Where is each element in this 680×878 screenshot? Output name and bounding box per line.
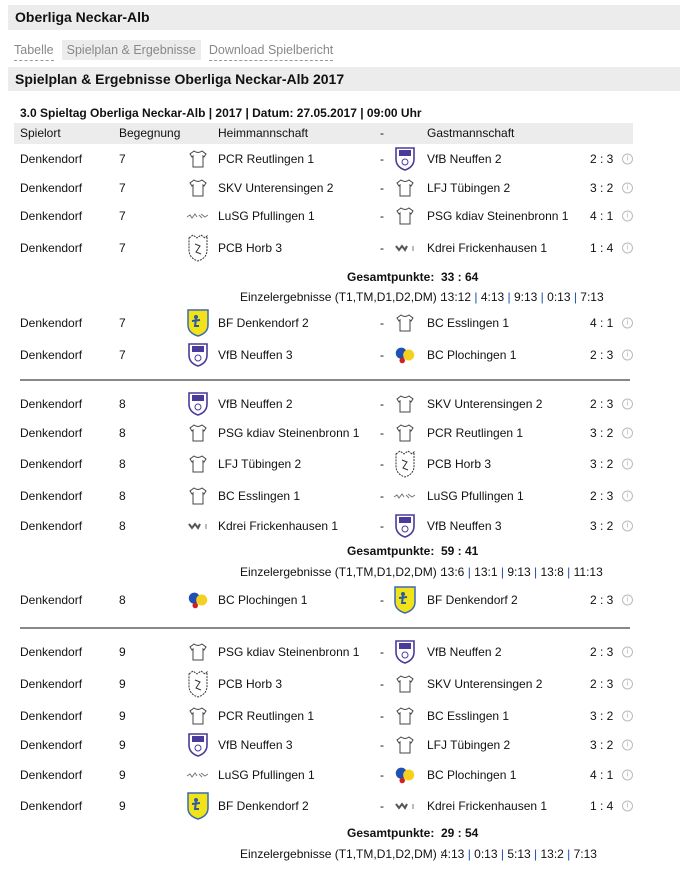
begegnung: 9 [119, 709, 126, 723]
home-team[interactable]: BF Denkendorf 2 [218, 316, 309, 330]
gesamt-value: 29 : 54 [441, 826, 479, 840]
kdrei-logo-icon [186, 513, 210, 539]
einzel-values [441, 565, 603, 579]
info-icon[interactable]: i [622, 211, 633, 222]
away-team[interactable]: VfB Neuffen 2 [427, 645, 502, 659]
bf-shield-icon [186, 793, 210, 819]
einzel-value: 0:13 [547, 290, 571, 304]
home-team[interactable]: BC Plochingen 1 [218, 593, 308, 607]
separator: | [471, 290, 481, 304]
score: 3 : 2 [590, 519, 614, 533]
home-team[interactable]: Kdrei Frickenhausen 1 [218, 519, 339, 533]
separator: | [504, 290, 514, 304]
lusg-logo-icon [186, 762, 210, 788]
score: 1 : 4 [590, 799, 614, 813]
info-icon[interactable]: i [622, 243, 633, 254]
match-row [0, 702, 680, 730]
dash: - [380, 316, 384, 330]
lusg-logo-icon [393, 483, 417, 509]
match-row [0, 666, 680, 702]
info-icon[interactable]: i [622, 459, 633, 470]
einzel-value: 5:13 [507, 847, 531, 861]
score: 4 : 1 [590, 209, 614, 223]
begegnung: 9 [119, 738, 126, 752]
balls-icon [393, 342, 417, 368]
info-icon[interactable]: i [622, 679, 633, 690]
begegnung: 7 [119, 316, 126, 330]
home-team[interactable]: LFJ Tübingen 2 [218, 457, 302, 471]
divider-line [20, 627, 630, 629]
dash: - [380, 738, 384, 752]
score: 2 : 3 [590, 645, 614, 659]
einzel-value: 9:13 [507, 565, 531, 579]
score: 4 : 1 [590, 316, 614, 330]
begegnung: 8 [119, 426, 126, 440]
home-team[interactable]: PSG kdiav Steinenbronn 1 [218, 645, 360, 659]
jersey-icon [393, 420, 417, 446]
match-row [0, 790, 680, 822]
tab-download-spielbericht[interactable]: Download Spielbericht [209, 40, 333, 61]
away-team[interactable]: PCB Horb 3 [427, 457, 492, 471]
score: 2 : 3 [590, 397, 614, 411]
dash: - [380, 489, 384, 503]
away-team[interactable]: VfB Neuffen 2 [427, 152, 502, 166]
match-row [0, 582, 680, 618]
home-team[interactable]: PCR Reutlingen 1 [218, 152, 315, 166]
spielort: Denkendorf [20, 152, 83, 166]
begegnung: 8 [119, 593, 126, 607]
separator: | [497, 565, 508, 579]
info-icon[interactable]: i [622, 183, 633, 194]
away-team[interactable]: Kdrei Frickenhausen 1 [427, 799, 548, 813]
vfb-shield-icon [393, 146, 417, 172]
begegnung: 7 [119, 152, 126, 166]
separator: | [530, 565, 541, 579]
begegnung: 8 [119, 519, 126, 533]
spielort: Denkendorf [20, 593, 83, 607]
col-heim: Heimmannschaft [218, 126, 309, 140]
einzel-value: 13:8 [540, 565, 564, 579]
spielort: Denkendorf [20, 181, 83, 195]
vfb-shield-icon [393, 513, 417, 539]
col-dash: - [380, 126, 384, 140]
match-row [0, 144, 680, 174]
dash: - [380, 241, 384, 255]
gesamtpunkte-row [0, 540, 680, 562]
away-team[interactable]: VfB Neuffen 3 [427, 519, 502, 533]
dash: - [380, 677, 384, 691]
jersey-icon [186, 483, 210, 509]
dash: - [380, 768, 384, 782]
spielort: Denkendorf [20, 768, 83, 782]
away-team[interactable]: SKV Unterensingen 2 [427, 397, 543, 411]
tab-spielplan[interactable]: Spielplan & Ergebnisse [62, 40, 201, 60]
dash: - [380, 593, 384, 607]
score: 3 : 2 [590, 738, 614, 752]
vfb-shield-icon [393, 639, 417, 665]
info-icon[interactable]: i [622, 647, 633, 658]
gesamt-value: 59 : 41 [441, 544, 479, 558]
dash: - [380, 426, 384, 440]
info-icon[interactable]: i [622, 770, 633, 781]
group-divider [0, 370, 680, 390]
einzel-label: Einzelergebnisse (T1,TM,D1,D2,DM) : [240, 565, 444, 579]
dash: - [380, 209, 384, 223]
dash: - [380, 457, 384, 471]
home-team[interactable]: LuSG Pfullingen 1 [218, 209, 315, 223]
info-icon[interactable]: i [622, 521, 633, 532]
score: 2 : 3 [590, 348, 614, 362]
info-icon[interactable]: i [622, 350, 633, 361]
score: 2 : 3 [590, 593, 614, 607]
away-team[interactable]: LFJ Tübingen 2 [427, 181, 511, 195]
einzel-value: 13:2 [540, 847, 564, 861]
dash: - [380, 397, 384, 411]
einzel-values [441, 290, 604, 304]
pcb-crest-icon [186, 235, 210, 261]
spielort: Denkendorf [20, 645, 83, 659]
score: 2 : 3 [590, 489, 614, 503]
away-team[interactable]: PSG kdiav Steinenbronn 1 [427, 209, 569, 223]
kdrei-logo-icon [393, 235, 417, 261]
einzelergebnisse-row [0, 562, 680, 582]
dash: - [380, 645, 384, 659]
score: 3 : 2 [590, 457, 614, 471]
spielort: Denkendorf [20, 348, 83, 362]
pcb-crest-icon [186, 671, 210, 697]
jersey-icon [393, 671, 417, 697]
jersey-icon [186, 175, 210, 201]
score: 1 : 4 [590, 241, 614, 255]
match-row [0, 306, 680, 340]
home-team[interactable]: BF Denkendorf 2 [218, 799, 309, 813]
away-team[interactable]: LuSG Pfullingen 1 [427, 489, 524, 503]
spielort: Denkendorf [20, 677, 83, 691]
begegnung: 8 [119, 489, 126, 503]
home-team[interactable]: PCR Reutlingen 1 [218, 709, 315, 723]
einzel-value: 13:12 [441, 290, 472, 304]
spielort: Denkendorf [20, 426, 83, 440]
info-icon[interactable]: i [622, 740, 633, 751]
col-begegnung: Begegnung [119, 126, 181, 140]
begegnung: 7 [119, 181, 126, 195]
home-team[interactable]: PCB Horb 3 [218, 677, 283, 691]
home-team[interactable]: SKV Unterensingen 2 [218, 181, 334, 195]
divider-line [20, 379, 630, 381]
einzelergebnisse-row [0, 844, 680, 864]
jersey-icon [393, 391, 417, 417]
home-team[interactable]: PCB Horb 3 [218, 241, 283, 255]
vfb-shield-icon [186, 342, 210, 368]
spielort: Denkendorf [20, 709, 83, 723]
einzel-value: 13:1 [474, 565, 498, 579]
away-team[interactable]: SKV Unterensingen 2 [427, 677, 543, 691]
begegnung: 9 [119, 799, 126, 813]
col-gast: Gastmannschaft [427, 126, 515, 140]
match-row [0, 760, 680, 790]
begegnung: 7 [119, 209, 126, 223]
dash: - [380, 799, 384, 813]
einzel-values [441, 847, 597, 861]
spielort: Denkendorf [20, 397, 83, 411]
lusg-logo-icon [186, 203, 210, 229]
match-row [0, 340, 680, 370]
info-icon[interactable]: i [622, 318, 633, 329]
jersey-icon [393, 703, 417, 729]
gesamt-value: 33 : 64 [441, 270, 479, 284]
match-row [0, 174, 680, 202]
spielort: Denkendorf [20, 241, 83, 255]
table-header [14, 123, 633, 144]
away-team[interactable]: BF Denkendorf 2 [427, 593, 518, 607]
einzel-label: Einzelergebnisse (T1,TM,D1,D2,DM) : [240, 847, 444, 861]
jersey-icon [186, 639, 210, 665]
einzel-label: Einzelergebnisse (T1,TM,D1,D2,DM) : [240, 290, 444, 304]
score: 3 : 2 [590, 709, 614, 723]
away-team[interactable]: PCR Reutlingen 1 [427, 426, 524, 440]
info-icon[interactable]: i [622, 428, 633, 439]
einzel-value: 4:13 [480, 290, 505, 304]
separator: | [537, 290, 548, 304]
balls-icon [393, 762, 417, 788]
match-row [0, 230, 680, 266]
bf-shield-icon [186, 310, 210, 336]
spielort: Denkendorf [20, 457, 83, 471]
vfb-shield-icon [186, 391, 210, 417]
dash: - [380, 709, 384, 723]
spielort: Denkendorf [20, 316, 83, 330]
spielort: Denkendorf [20, 209, 83, 223]
separator: | [570, 290, 581, 304]
begegnung: 8 [119, 457, 126, 471]
score: 2 : 3 [590, 152, 614, 166]
info-icon[interactable]: i [622, 711, 633, 722]
vfb-shield-icon [186, 732, 210, 758]
home-team[interactable]: BC Esslingen 1 [218, 489, 301, 503]
home-team[interactable]: PSG kdiav Steinenbronn 1 [218, 426, 360, 440]
gesamt-label: Gesamtpunkte: [347, 270, 435, 284]
begegnung: 9 [119, 677, 126, 691]
einzel-value: 11:13 [573, 565, 603, 579]
separator: | [497, 847, 508, 861]
begegnung: 7 [119, 348, 126, 362]
away-team[interactable]: BC Plochingen 1 [427, 768, 517, 782]
score: 4 : 1 [590, 768, 614, 782]
separator: | [563, 847, 574, 861]
separator: | [464, 565, 475, 579]
dash: - [380, 519, 384, 533]
separator: | [464, 847, 475, 861]
dash: - [380, 348, 384, 362]
jersey-icon [186, 703, 210, 729]
tab-bar [14, 40, 333, 61]
match-row [0, 418, 680, 448]
spieltag-heading: 3.0 Spieltag Oberliga Neckar-Alb | 2017 | Datum: 27.05.2017 | 09:00 Uhr [20, 106, 422, 120]
balls-icon [186, 587, 210, 613]
league-title: Oberliga Neckar-Alb [8, 5, 680, 30]
einzel-value: 4:13 [441, 847, 465, 861]
spielort: Denkendorf [20, 738, 83, 752]
einzelergebnisse-row [0, 288, 680, 306]
spielort: Denkendorf [20, 489, 83, 503]
match-row [0, 448, 680, 480]
score: 2 : 3 [590, 677, 614, 691]
spielort: Denkendorf [20, 519, 83, 533]
away-team[interactable]: BC Esslingen 1 [427, 316, 510, 330]
bf-shield-icon [393, 587, 417, 613]
info-icon[interactable]: i [622, 801, 633, 812]
kdrei-logo-icon [393, 793, 417, 819]
info-icon[interactable]: i [622, 154, 633, 165]
info-icon[interactable]: i [622, 399, 633, 410]
einzel-value: 9:13 [513, 290, 538, 304]
jersey-icon [393, 203, 417, 229]
home-team[interactable]: VfB Neuffen 3 [218, 738, 293, 752]
info-icon[interactable]: i [622, 595, 633, 606]
away-team[interactable]: BC Esslingen 1 [427, 709, 510, 723]
einzel-value: 13:6 [441, 565, 465, 579]
einzel-value: 0:13 [474, 847, 498, 861]
separator: | [563, 565, 574, 579]
group-divider [0, 618, 680, 638]
begegnung: 7 [119, 241, 126, 255]
spielort: Denkendorf [20, 799, 83, 813]
gesamt-label: Gesamtpunkte: [347, 826, 435, 840]
jersey-icon [186, 451, 210, 477]
jersey-icon [186, 420, 210, 446]
dash: - [380, 181, 384, 195]
col-spielort: Spielort [20, 126, 61, 140]
gesamtpunkte-row [0, 266, 680, 288]
einzel-value: 7:13 [573, 847, 597, 861]
gesamt-label: Gesamtpunkte: [347, 544, 435, 558]
match-row [0, 512, 680, 540]
gesamtpunkte-row [0, 822, 680, 844]
begegnung: 9 [119, 645, 126, 659]
match-row [0, 638, 680, 666]
tab-tabelle[interactable]: Tabelle [14, 40, 54, 61]
away-team[interactable]: Kdrei Frickenhausen 1 [427, 241, 548, 255]
score: 3 : 2 [590, 426, 614, 440]
begegnung: 9 [119, 768, 126, 782]
einzel-value: 7:13 [580, 290, 604, 304]
jersey-icon [393, 310, 417, 336]
info-icon[interactable]: i [622, 491, 633, 502]
jersey-icon [393, 732, 417, 758]
jersey-icon [393, 175, 417, 201]
section-title: Spielplan & Ergebnisse Oberliga Neckar-Alb 2017 [8, 67, 680, 91]
match-row [0, 730, 680, 760]
pcb-crest-icon [393, 451, 417, 477]
match-row [0, 390, 680, 418]
home-team[interactable]: VfB Neuffen 3 [218, 348, 293, 362]
home-team[interactable]: LuSG Pfullingen 1 [218, 768, 315, 782]
away-team[interactable]: LFJ Tübingen 2 [427, 738, 511, 752]
score: 3 : 2 [590, 181, 614, 195]
match-row [0, 202, 680, 230]
begegnung: 8 [119, 397, 126, 411]
match-list [0, 144, 680, 864]
match-row [0, 480, 680, 512]
home-team[interactable]: VfB Neuffen 2 [218, 397, 293, 411]
separator: | [530, 847, 541, 861]
dash: - [380, 152, 384, 166]
jersey-icon [186, 146, 210, 172]
away-team[interactable]: BC Plochingen 1 [427, 348, 517, 362]
